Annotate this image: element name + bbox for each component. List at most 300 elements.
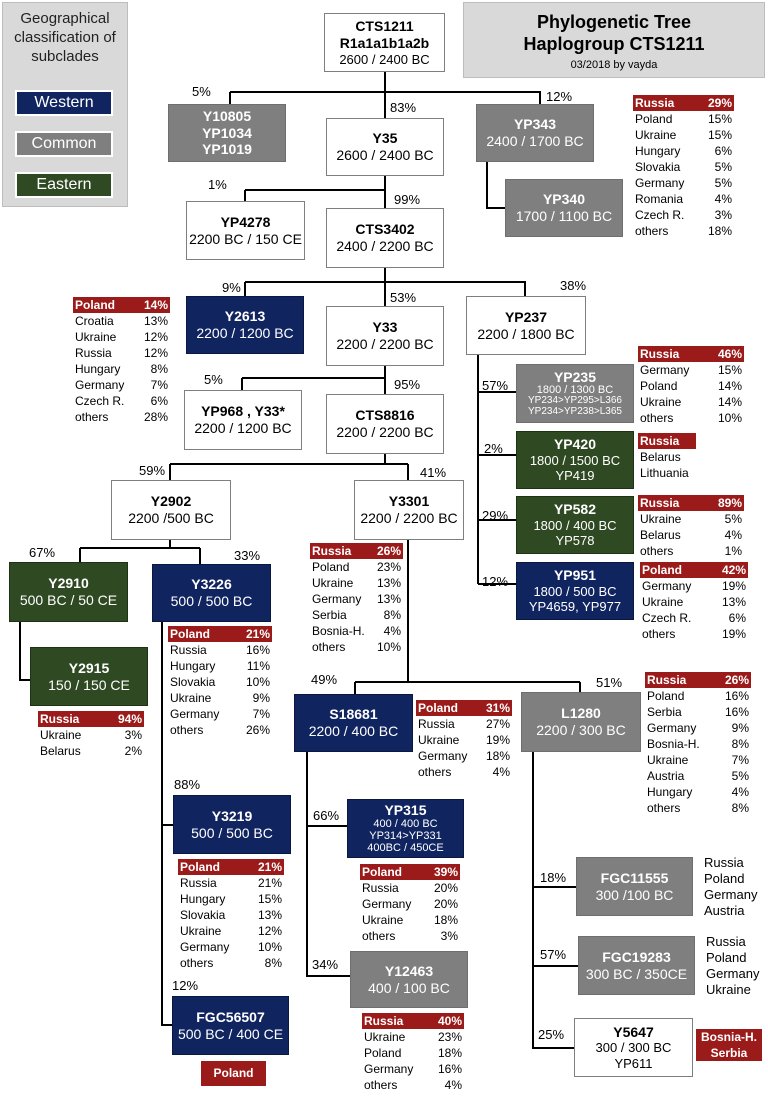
node-label: Y33 xyxy=(372,319,398,336)
node-y35 xyxy=(326,118,444,176)
node-date: 400 / 400 BC xyxy=(373,818,438,831)
node-label: YP951 xyxy=(553,567,597,583)
country-name: Poland xyxy=(642,563,683,577)
node-label: CTS3402 xyxy=(355,221,415,238)
country-share: 4% xyxy=(724,528,742,542)
distribution-row xyxy=(645,752,751,768)
country-name: Germany xyxy=(642,579,692,593)
distribution-row xyxy=(645,800,751,816)
country-name: Poland xyxy=(635,112,673,126)
country-name: others xyxy=(75,410,109,424)
distribution-row xyxy=(645,768,751,784)
node-date: 2200 / 1800 BC xyxy=(477,325,575,342)
distribution-row xyxy=(638,527,744,543)
node-label: L1280 xyxy=(561,705,601,722)
distribution-row xyxy=(310,575,403,591)
title-line1: Phylogenetic Tree xyxy=(536,12,692,32)
distribution-row xyxy=(168,674,272,690)
node-date: 150 / 150 CE xyxy=(48,676,130,693)
distribution-row xyxy=(360,880,460,896)
node-y2910 xyxy=(9,562,128,622)
country-name: Germany xyxy=(75,378,125,392)
country-share: 29% xyxy=(707,96,732,110)
node-label: Y2915 xyxy=(68,659,110,676)
node-label: Y3219 xyxy=(211,807,253,824)
country-share: 4% xyxy=(492,765,510,779)
country-name: others xyxy=(635,224,669,238)
country-name: Ukraine xyxy=(706,982,751,997)
country-share: 3% xyxy=(714,208,732,222)
country-share: 19% xyxy=(721,627,746,641)
country-name: Russia xyxy=(704,855,744,870)
country-name: Czech R. xyxy=(75,394,125,408)
pct-y3226: 33% xyxy=(234,548,261,563)
node-date: 1800 / 1500 BC xyxy=(529,452,621,468)
country-share: 42% xyxy=(721,563,746,577)
pct-fgc11555: 18% xyxy=(540,870,567,885)
country-share: 16% xyxy=(437,1062,462,1076)
country-share: 16% xyxy=(245,643,270,657)
distribution-row xyxy=(73,329,170,345)
distribution-row xyxy=(645,720,751,736)
distribution-row xyxy=(73,409,170,425)
node-l1280 xyxy=(521,692,641,752)
pct-y2902: 59% xyxy=(139,463,166,478)
node-yp343 xyxy=(476,104,594,162)
node-yp951 xyxy=(516,562,634,620)
node-date: 2200 / 2200 BC xyxy=(336,424,434,440)
tag-fgc56507: Poland xyxy=(201,1061,266,1086)
node-date: 2200 / 2200 BC xyxy=(336,336,434,352)
country-name: Russia xyxy=(40,712,80,726)
distribution-y2613 xyxy=(73,297,170,425)
pct-y3301: 41% xyxy=(420,465,447,480)
country-share: 7% xyxy=(731,753,749,767)
node-date: 300 / 300 BC xyxy=(595,1040,672,1056)
country-share: 14% xyxy=(717,395,742,409)
distribution-row xyxy=(362,1061,464,1077)
country-name: Hungary xyxy=(170,659,216,673)
distribution-row xyxy=(178,875,284,891)
distribution-row xyxy=(310,543,403,559)
distribution-row xyxy=(178,859,284,875)
country-share: 23% xyxy=(437,1030,462,1044)
country-share: 21% xyxy=(257,876,282,890)
node-label: YP611 xyxy=(614,1055,653,1071)
country-name: others xyxy=(180,956,214,970)
node-s18681 xyxy=(294,694,413,752)
distribution-row xyxy=(638,543,744,559)
distribution-row xyxy=(38,711,144,727)
country-name: Russia xyxy=(180,876,217,890)
country-name: Hungary xyxy=(635,144,681,158)
node-label: YP582 xyxy=(553,501,597,517)
distribution-row xyxy=(633,159,734,175)
country-share: 23% xyxy=(376,560,401,574)
country-share: 4% xyxy=(731,785,749,799)
country-share: 13% xyxy=(257,908,282,922)
node-label: YP340 xyxy=(542,191,586,208)
distribution-row xyxy=(168,690,272,706)
country-share: 4% xyxy=(714,192,732,206)
country-name: Germany xyxy=(418,749,468,763)
distribution-row xyxy=(73,313,170,329)
distribution-row xyxy=(38,727,144,743)
country-share: 14% xyxy=(717,379,742,393)
distribution-row xyxy=(310,607,403,623)
pct-y10805: 5% xyxy=(192,84,211,99)
legend-title: Geographical classification of subclades xyxy=(14,10,116,65)
country-share: 11% xyxy=(246,659,270,673)
country-share: 5% xyxy=(714,176,732,190)
node-y12463 xyxy=(350,951,468,1008)
tag-label: Serbia xyxy=(710,1046,748,1060)
country-name: Ukraine xyxy=(75,330,117,344)
node-yp235 xyxy=(516,364,634,423)
node-path: YP234>YP295>L366 xyxy=(528,395,622,407)
country-share: 10% xyxy=(376,640,401,654)
country-name: others xyxy=(647,801,681,815)
country-share: 6% xyxy=(728,611,746,625)
country-share: 10% xyxy=(717,411,742,425)
node-label: YP315 xyxy=(384,801,427,818)
node-label: FGC19283 xyxy=(602,948,671,965)
distribution-row xyxy=(416,716,512,732)
distribution-s18681 xyxy=(416,700,512,780)
node-label: FGC56507 xyxy=(196,1008,265,1025)
node-date: 2200 / 400 BC xyxy=(308,723,399,739)
distribution-row xyxy=(633,143,734,159)
distribution-row xyxy=(638,449,696,465)
country-name: Russia xyxy=(640,496,680,510)
country-name: Russia xyxy=(640,434,680,448)
country-name: Russia xyxy=(635,96,675,110)
distribution-row xyxy=(310,559,403,575)
pct-s18681: 49% xyxy=(311,672,338,687)
country-name: Poland xyxy=(647,689,685,703)
node-label: Y2910 xyxy=(48,575,89,592)
node-label: YP968 , Y33* xyxy=(201,403,285,420)
distribution-yp343 xyxy=(633,95,734,239)
node-date: 1800 / 400 BC xyxy=(533,517,617,533)
node-date: 2400 / 1700 BC xyxy=(486,133,584,149)
distribution-row xyxy=(362,1077,464,1093)
country-name: Serbia xyxy=(312,608,347,622)
country-share: 31% xyxy=(485,701,510,715)
node-label: Y2902 xyxy=(150,493,192,510)
country-share: 12% xyxy=(257,924,282,938)
country-share: 9% xyxy=(252,691,270,705)
distribution-row xyxy=(362,1045,464,1061)
country-name: others xyxy=(640,411,674,425)
node-date: 500 BC / 400 CE xyxy=(177,1025,284,1042)
node-y2902 xyxy=(111,480,231,540)
country-name: Poland xyxy=(312,560,350,574)
country-name: Hungary xyxy=(180,892,226,906)
distribution-row xyxy=(168,658,272,674)
country-name: Poland xyxy=(364,1046,402,1060)
node-y3226 xyxy=(152,564,271,622)
legend-common: Common xyxy=(15,131,113,157)
pct-fgc56507: 12% xyxy=(172,978,199,993)
distribution-row xyxy=(73,345,170,361)
country-name: Lithuania xyxy=(640,466,689,480)
country-name: Russia xyxy=(647,673,687,687)
distribution-row xyxy=(73,393,170,409)
node-date: 2200 / 1200 BC xyxy=(194,420,292,436)
pct-yp968: 5% xyxy=(204,372,223,387)
distribution-row xyxy=(645,672,751,688)
distribution-row xyxy=(638,410,744,426)
distribution-y3226 xyxy=(168,626,272,738)
country-name: Ukraine xyxy=(40,728,82,742)
country-share: 18% xyxy=(433,913,458,927)
node-yp582 xyxy=(516,496,634,554)
pct-y12463: 34% xyxy=(312,957,339,972)
country-name: Russia xyxy=(364,1014,404,1028)
distribution-row xyxy=(360,896,460,912)
country-name: Serbia xyxy=(647,705,682,719)
distribution-row xyxy=(633,191,734,207)
node-yp968 xyxy=(184,390,302,450)
countries-fgc11555 xyxy=(702,855,766,919)
node-date: 400 / 100 BC xyxy=(368,979,450,996)
pct-cts8816: 95% xyxy=(394,377,421,392)
pct-yp237: 38% xyxy=(560,278,587,293)
distribution-row xyxy=(645,704,751,720)
country-name: Hungary xyxy=(75,362,121,376)
node-label: Y35 xyxy=(372,130,398,147)
country-name: Poland xyxy=(170,627,211,641)
country-share: 19% xyxy=(485,733,510,747)
country-share: 3% xyxy=(440,929,458,943)
distribution-yp235 xyxy=(638,346,744,426)
node-label: YP419 xyxy=(555,468,595,484)
node-fgc56507 xyxy=(172,996,289,1055)
distribution-row xyxy=(640,578,748,594)
node-cts3402 xyxy=(326,208,444,268)
country-share: 15% xyxy=(707,112,732,126)
pct-yp420: 2% xyxy=(484,441,503,456)
country-name: Austria xyxy=(704,903,745,918)
country-share: 40% xyxy=(437,1014,462,1028)
distribution-row xyxy=(633,95,734,111)
country-share: 7% xyxy=(150,378,168,392)
country-name: Germany xyxy=(706,966,760,981)
country-share: 4% xyxy=(383,624,401,638)
pct-yp951: 12% xyxy=(482,574,509,589)
country-share: 12% xyxy=(143,330,168,344)
title-box xyxy=(463,2,765,78)
country-share: 10% xyxy=(257,940,282,954)
country-share: 39% xyxy=(433,865,458,879)
node-date: 300 BC / 350CE xyxy=(585,965,688,982)
pct-y2613: 9% xyxy=(222,280,241,295)
country-name: Poland xyxy=(706,950,747,965)
legend xyxy=(2,2,128,207)
distribution-row xyxy=(640,610,748,626)
distribution-y12463 xyxy=(362,1013,464,1093)
distribution-y3301 xyxy=(310,543,403,655)
node-date: 2200 BC / 150 CE xyxy=(189,230,302,247)
distribution-row xyxy=(310,623,403,639)
country-name: Germany xyxy=(180,940,230,954)
country-share: 7% xyxy=(252,707,270,721)
node-date: 2200 / 300 BC xyxy=(536,722,626,738)
node-date: 400BC / 450CE xyxy=(367,842,444,855)
country-name: Poland xyxy=(75,298,116,312)
distribution-row xyxy=(360,912,460,928)
distribution-y3219 xyxy=(178,859,284,971)
country-name: Russia xyxy=(312,544,352,558)
distribution-row xyxy=(168,706,272,722)
country-name: Belarus xyxy=(640,528,681,542)
tag-y5647 xyxy=(696,1029,762,1061)
distribution-row xyxy=(633,127,734,143)
node-y33 xyxy=(326,306,444,366)
distribution-row xyxy=(638,346,744,362)
distribution-row xyxy=(73,377,170,393)
node-date: 300 /100 BC xyxy=(595,886,674,903)
country-share: 27% xyxy=(485,717,510,731)
node-fgc19283 xyxy=(578,936,695,995)
node-label: YP1034 xyxy=(202,124,252,141)
country-share: 9% xyxy=(731,721,749,735)
node-label: YP237 xyxy=(504,308,548,325)
country-name: Poland xyxy=(180,860,221,874)
country-share: 16% xyxy=(724,705,749,719)
country-name: Croatia xyxy=(75,314,114,328)
country-name: others xyxy=(640,544,674,558)
node-label: FGC11555 xyxy=(600,869,669,886)
distribution-row xyxy=(633,223,734,239)
country-name: Russia xyxy=(170,643,207,657)
country-name: Ukraine xyxy=(640,395,682,409)
country-share: 1% xyxy=(724,544,742,558)
node-y3301 xyxy=(354,480,464,540)
pct-yp582: 29% xyxy=(482,508,509,523)
node-label: Y10805 xyxy=(202,107,252,124)
country-share: 18% xyxy=(707,224,732,238)
country-name: Russia xyxy=(640,347,680,361)
distribution-row xyxy=(178,939,284,955)
distribution-row xyxy=(73,361,170,377)
country-share: 3% xyxy=(124,728,142,742)
country-name: Ukraine xyxy=(640,512,682,526)
country-name: Russia xyxy=(706,934,746,949)
country-share: 8% xyxy=(731,801,749,815)
node-date: 500 BC / 50 CE xyxy=(19,592,118,608)
country-name: others xyxy=(362,929,396,943)
country-name: Germany xyxy=(170,707,220,721)
distribution-row xyxy=(362,1029,464,1045)
node-date: 1800 / 500 BC xyxy=(533,583,617,599)
country-share: 13% xyxy=(376,592,401,606)
node-label: YP235 xyxy=(553,368,597,385)
node-cts8816 xyxy=(326,394,444,454)
country-share: 18% xyxy=(485,749,510,763)
node-y3219 xyxy=(173,795,291,854)
distribution-row xyxy=(638,378,744,394)
distribution-yp951 xyxy=(640,562,748,642)
legend-eastern: Eastern xyxy=(15,172,113,198)
distribution-row xyxy=(416,748,512,764)
country-name: Austria xyxy=(647,769,685,783)
country-share: 26% xyxy=(724,673,749,687)
node-date: 500 / 500 BC xyxy=(191,824,273,841)
country-share: 26% xyxy=(376,544,401,558)
country-name: others xyxy=(170,723,204,737)
countries-fgc19283 xyxy=(704,934,766,998)
distribution-row xyxy=(178,907,284,923)
country-share: 15% xyxy=(707,128,732,142)
distribution-row xyxy=(633,175,734,191)
distribution-row xyxy=(638,511,744,527)
distribution-row xyxy=(168,626,272,642)
distribution-row xyxy=(638,495,744,511)
pct-y5647: 25% xyxy=(538,1027,565,1042)
country-share: 18% xyxy=(437,1046,462,1060)
node-label: R1a1a1b1a2b xyxy=(339,34,430,51)
country-share: 8% xyxy=(264,956,282,970)
legend-western: Western xyxy=(15,90,113,116)
pct-fgc19283: 57% xyxy=(540,947,567,962)
distribution-row xyxy=(416,732,512,748)
country-share: 94% xyxy=(117,712,142,726)
country-name: others xyxy=(642,627,676,641)
node-label: YP4659, YP977 xyxy=(528,599,622,615)
pct-yp315: 66% xyxy=(313,808,340,823)
country-share: 13% xyxy=(143,314,168,328)
node-date: 2400 / 2200 BC xyxy=(336,238,434,254)
node-date: 1700 / 1100 BC xyxy=(515,208,613,224)
country-name: Ukraine xyxy=(312,576,354,590)
node-date: 500 / 500 BC xyxy=(170,593,253,609)
country-name: Slovakia xyxy=(635,160,681,174)
node-label: YP1019 xyxy=(202,141,252,158)
country-name: Poland xyxy=(704,871,745,886)
country-name: Slovakia xyxy=(180,908,226,922)
country-share: 26% xyxy=(245,723,270,737)
country-share: 12% xyxy=(143,346,168,360)
pct-y33: 53% xyxy=(390,290,417,305)
country-name: Czech R. xyxy=(642,611,692,625)
node-cts1211 xyxy=(324,13,445,72)
country-name: Belarus xyxy=(640,450,681,464)
distribution-row xyxy=(416,700,512,716)
distribution-row xyxy=(168,722,272,738)
node-label: YP4278 xyxy=(220,213,271,230)
node-date: 2600 / 2400 BC xyxy=(336,147,434,163)
distribution-row xyxy=(645,784,751,800)
node-date: 2200 / 1200 BC xyxy=(196,325,294,341)
distribution-row xyxy=(362,1013,464,1029)
node-label: Y2613 xyxy=(224,308,266,325)
country-share: 15% xyxy=(717,363,742,377)
node-date: 2600 / 2400 BC xyxy=(339,51,430,67)
node-label: YP420 xyxy=(553,436,597,452)
country-name: Ukraine xyxy=(642,595,684,609)
node-date: 2200 /500 BC xyxy=(128,510,214,526)
country-share: 89% xyxy=(717,496,742,510)
country-name: Ukraine xyxy=(362,913,404,927)
country-name: Russia xyxy=(418,717,455,731)
distribution-row xyxy=(178,955,284,971)
country-name: Ukraine xyxy=(418,733,460,747)
node-yp315 xyxy=(347,799,464,858)
country-name: Belarus xyxy=(40,744,81,758)
country-name: Germany xyxy=(635,176,685,190)
